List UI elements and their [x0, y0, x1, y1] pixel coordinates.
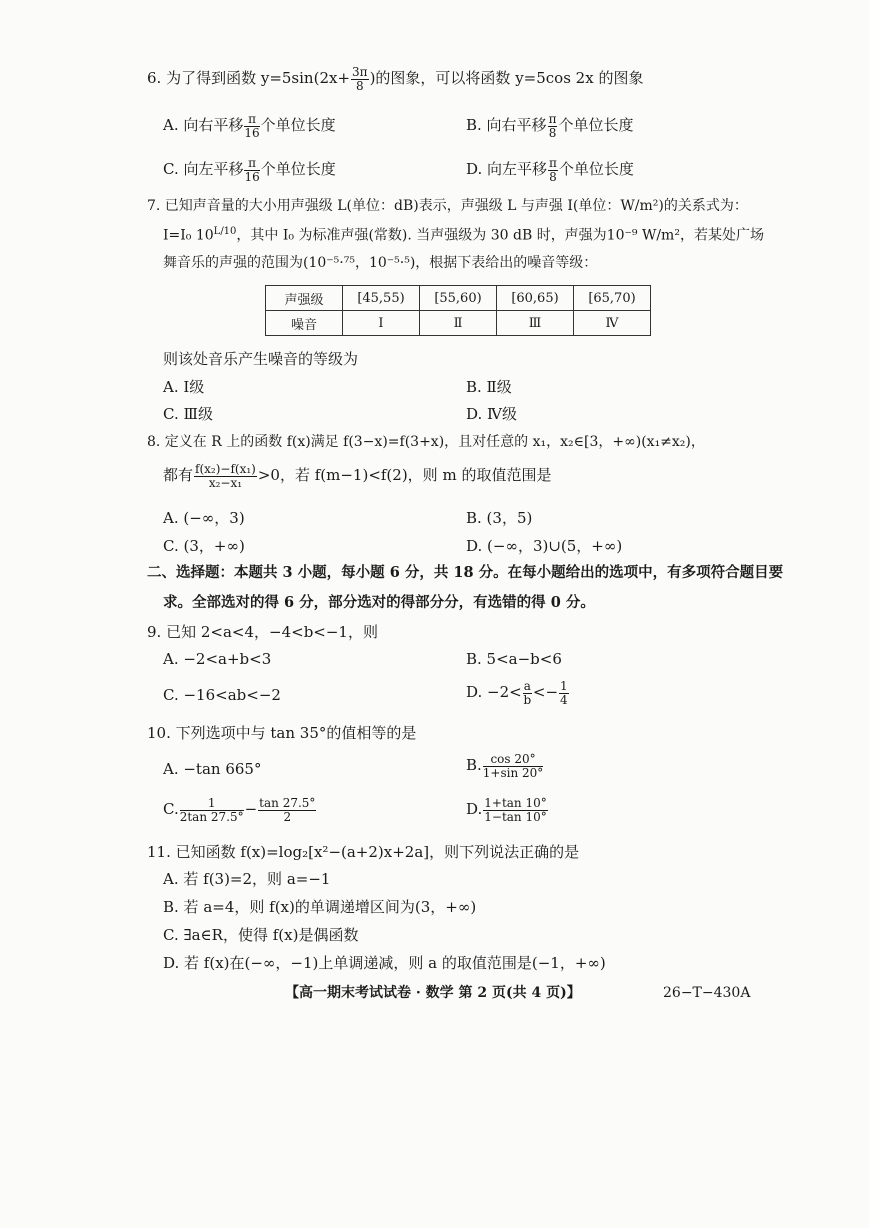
table-header-cell: [55,60)	[420, 286, 497, 311]
q6-frac-num: 3π	[352, 65, 368, 79]
option-label: D. 向左平移	[466, 160, 548, 179]
q7-option-d: D. Ⅳ级	[466, 405, 518, 423]
frac-num: tan 27.5°	[259, 796, 316, 810]
frac-den: b	[523, 692, 532, 707]
minus-sign: −	[244, 800, 258, 819]
q11-stem: 11. 已知函数 f(x)=log₂[x²−(a+2)x+2a]，则下列说法正确的是	[147, 843, 580, 861]
q10-optb-frac	[483, 753, 544, 779]
q11-option-a: A. 若 f(3)=2，则 a=−1	[163, 870, 331, 888]
table-header-cell: [45,55)	[343, 286, 420, 311]
option-label: D.	[466, 800, 483, 819]
q10-option-c	[163, 797, 317, 823]
option-fraction	[548, 113, 558, 139]
q8-line2	[163, 463, 551, 489]
q7-option-a: A. Ⅰ级	[163, 378, 205, 396]
q9-option-d	[466, 680, 570, 706]
table-row	[266, 286, 651, 311]
option-fraction	[244, 157, 259, 183]
frac-den: 4	[560, 692, 568, 707]
q7-line2	[163, 226, 764, 244]
frac-num: cos 20°	[483, 753, 544, 767]
option-label: B. 向右平移	[466, 116, 547, 135]
q9-optd-frac2	[559, 680, 569, 706]
q11-option-c: C. ∃a∈R，使得 f(x)是偶函数	[163, 926, 359, 944]
q7-question: 则该处音乐产生噪音的等级为	[163, 350, 359, 368]
q7-line1: 7. 已知声音量的大小用声强级 L(单位：dB)表示，声强级 L 与声强 I(单位：W/m²)的关系式为：	[147, 198, 748, 214]
table-cell: Ⅲ	[497, 311, 574, 336]
q9-optd-b: <−	[532, 683, 559, 702]
frac-num: π	[548, 112, 557, 126]
q6-stem-tail: 的图象，可以将函数 y=5cos 2x 的图象	[375, 69, 644, 88]
q6-stem-paren: (2x+	[313, 69, 351, 88]
table-header-cell: [60,65)	[497, 286, 574, 311]
frac-num: a	[523, 679, 531, 693]
q9-option-b: B. 5<a−b<6	[466, 650, 562, 668]
table-cell: 噪音	[266, 311, 343, 336]
frac-den: 2tan 27.5°	[179, 809, 244, 824]
frac-num: f(x₂)−f(x₁)	[195, 462, 256, 476]
q10-optd-frac	[483, 797, 547, 823]
section2-line1: 二、选择题：本题共 3 小题，每小题 6 分，共 18 分。在每小题给出的选项中，有多项符合题目要	[147, 564, 784, 581]
option-label: A. 向右平移	[163, 116, 244, 135]
frac-num: π	[244, 113, 259, 127]
option-tail: 个单位长度	[558, 160, 634, 179]
q6-option-a	[163, 113, 336, 139]
q6-stem	[147, 66, 643, 92]
frac-num: π	[244, 157, 259, 171]
option-fraction	[548, 157, 558, 183]
noise-level-table	[265, 285, 651, 336]
q10-option-b	[466, 753, 544, 779]
option-label: C.	[163, 800, 179, 819]
option-fraction	[244, 113, 259, 139]
q9-optd-frac1	[523, 680, 532, 706]
frac-num: 1+tan 10°	[484, 796, 547, 810]
table-cell: Ⅰ	[343, 311, 420, 336]
q6-option-c	[163, 157, 336, 183]
q6-frac-den: 8	[355, 78, 364, 93]
option-label: B.	[466, 756, 482, 775]
option-tail: 个单位长度	[558, 116, 634, 135]
option-tail: 个单位长度	[260, 160, 336, 179]
table-row	[266, 311, 651, 336]
q10-optc-frac1	[180, 797, 244, 823]
q8-option-a: A. (−∞，3)	[163, 509, 245, 527]
q10-stem: 10. 下列选项中与 tan 35°的值相等的是	[147, 724, 417, 742]
frac-den: 1+sin 20°	[482, 765, 544, 780]
q7-exponent: L/10	[213, 226, 237, 237]
q6-option-d	[466, 157, 634, 183]
footer-code: 26−T−430A	[663, 985, 751, 1001]
q9-option-c: C. −16<ab<−2	[163, 686, 281, 704]
frac-den: 16	[244, 125, 260, 140]
q7-option-c: C. Ⅲ级	[163, 405, 213, 423]
q6-stem-text: 6. 为了得到函数 y=5sin	[147, 69, 314, 88]
frac-num: 1	[560, 679, 568, 693]
q8-option-b: B. (3，5)	[466, 509, 533, 527]
q9-option-a: A. −2<a+b<3	[163, 650, 272, 668]
q6-stem-close: )	[369, 69, 376, 88]
q10-option-a: A. −tan 665°	[163, 760, 262, 778]
q6-option-b	[466, 113, 633, 139]
q8-line1: 8. 定义在 R 上的函数 f(x)满足 f(3−x)=f(3+x)，且对任意的 x₁，x₂∈[3，+∞)(x₁≠x₂)，	[147, 434, 705, 450]
q9-stem: 9. 已知 2<a<4，−4<b<−1，则	[147, 623, 378, 641]
q7-line2-b: ，其中 I₀ 为标准声强(常数). 当声强级为 30 dB 时，声强为10⁻⁹ W/m²，若某处广场	[236, 227, 764, 244]
q7-option-b: B. Ⅱ级	[466, 378, 512, 396]
q8-fraction	[194, 463, 257, 489]
q10-optc-frac2	[258, 797, 316, 823]
q8-option-c: C. (3，+∞)	[163, 537, 245, 555]
frac-den: 8	[548, 125, 557, 140]
frac-num: 1	[180, 797, 244, 811]
q11-option-d: D. 若 f(x)在(−∞，−1)上单调递减，则 a 的取值范围是(−1，+∞)	[163, 954, 606, 972]
frac-den: 8	[549, 169, 557, 184]
q8-line2-a: 都有	[163, 466, 194, 485]
table-cell: Ⅱ	[420, 311, 497, 336]
q7-line3: 舞音乐的声强的范围为(10⁻⁵·⁷⁵，10⁻⁵·⁵)，根据下表给出的噪音等级：	[163, 255, 598, 271]
q11-option-b: B. 若 a=4，则 f(x)的单调递增区间为(3，+∞)	[163, 898, 477, 916]
table-header-cell: 声强级	[266, 286, 343, 311]
frac-den: x₂−x₁	[208, 475, 243, 490]
frac-den: 1−tan 10°	[484, 809, 547, 824]
q7-line2-a: I=I₀ 10	[163, 227, 214, 244]
q8-option-d: D. (−∞，3)∪(5，+∞)	[466, 537, 623, 555]
table-header-cell: [65,70)	[574, 286, 651, 311]
q9-optd-a: D. −2<	[466, 683, 522, 702]
option-tail: 个单位长度	[260, 116, 336, 135]
table-cell: Ⅳ	[574, 311, 651, 336]
frac-num: π	[549, 156, 557, 170]
q8-line2-b: >0，若 f(m−1)<f(2)，则 m 的取值范围是	[257, 466, 552, 485]
frac-den: 2	[283, 809, 292, 824]
footer-title: 【高一期末考试试卷 · 数学 第 2 页(共 4 页)】	[285, 985, 581, 1001]
q6-stem-fraction	[351, 66, 369, 92]
option-label: C. 向左平移	[163, 160, 244, 179]
frac-den: 16	[244, 169, 260, 184]
q10-option-d	[466, 797, 549, 823]
section2-line2: 求。全部选对的得 6 分，部分选对的得部分分，有选错的得 0 分。	[163, 594, 595, 611]
